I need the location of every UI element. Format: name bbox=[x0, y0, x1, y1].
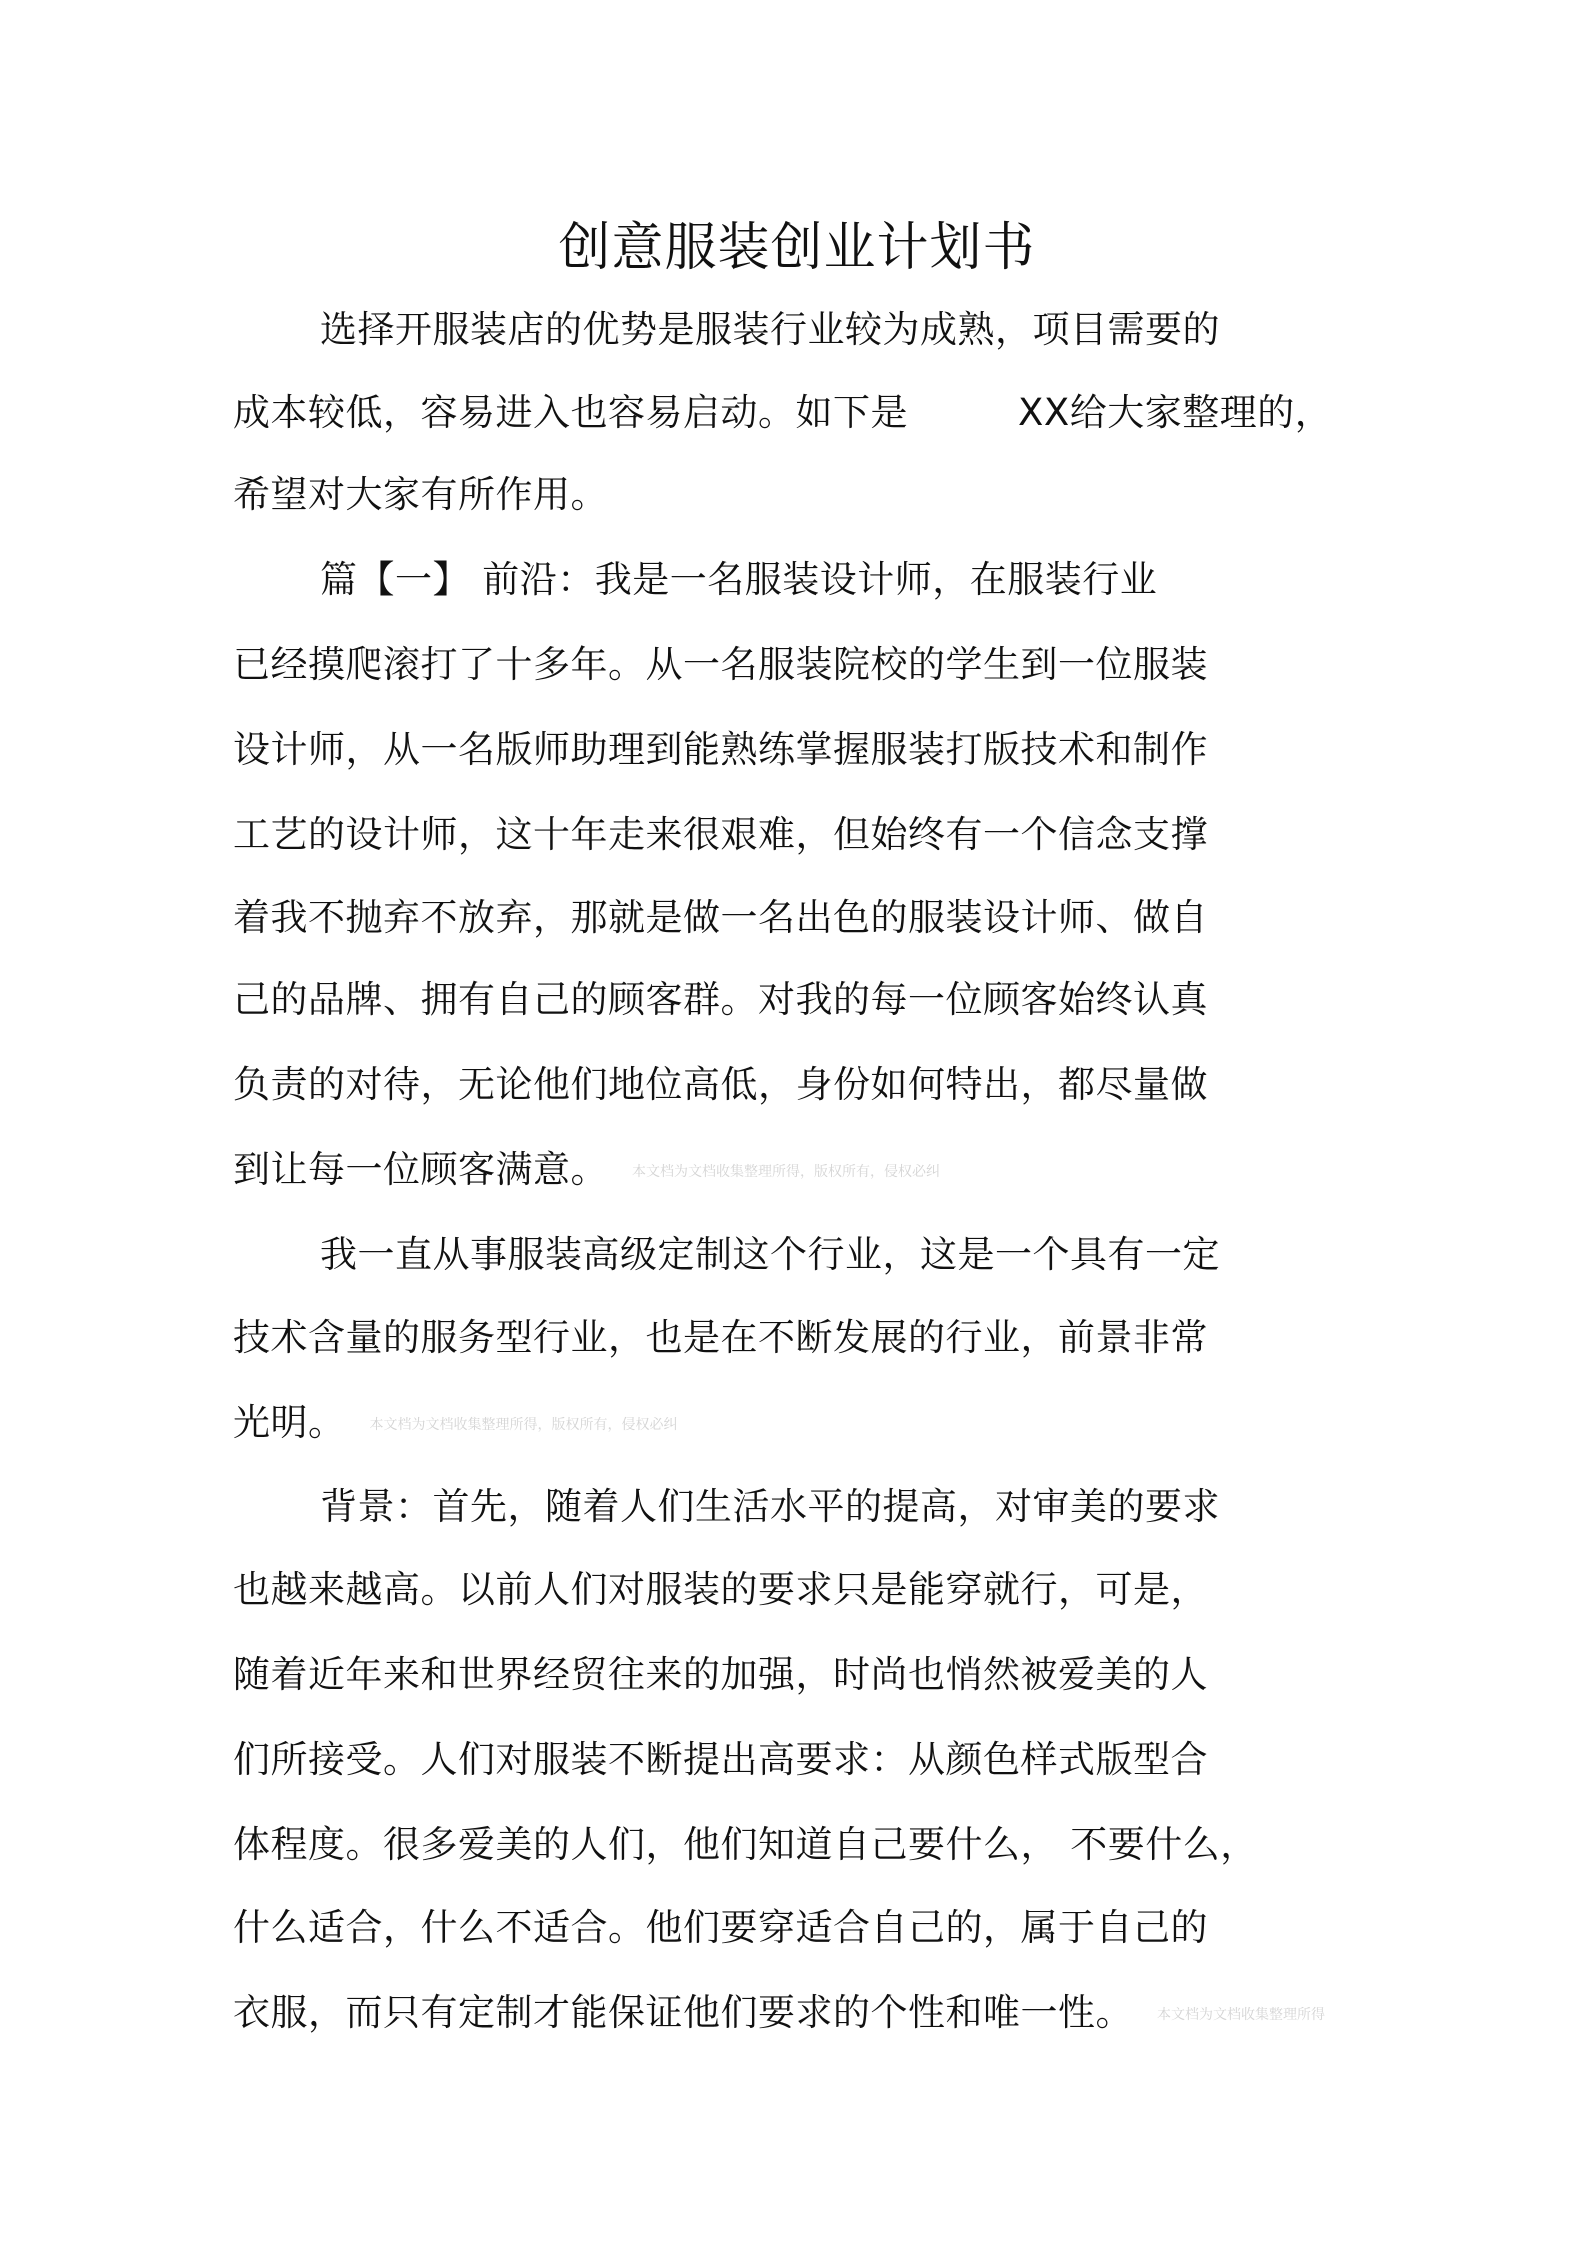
paragraph-text: 成本较低，容易进入也容易启动。如下是 bbox=[233, 391, 908, 434]
paragraph-text: 到让每一位顾客满意。 bbox=[233, 1148, 608, 1191]
paragraph-line: 什么适合，什么不适合。他们要穿适合自己的，属于自己的 bbox=[233, 1906, 1208, 1949]
paragraph-line: 技术含量的服务型行业，也是在不断发展的行业，前景非常 bbox=[233, 1316, 1208, 1359]
paragraph-line: 工艺的设计师，这十年走来很艰难，但始终有一个信念支撑 bbox=[233, 813, 1208, 856]
paragraph-line: 们所接受。人们对服装不断提出高要求：从颜色样式版型合 bbox=[233, 1738, 1208, 1781]
paragraph-line: 也越来越高。以前人们对服装的要求只是能穿就行，可是， bbox=[233, 1568, 1208, 1611]
paragraph-text: XX给大家整理的， bbox=[1018, 391, 1333, 434]
paragraph-line: 体程度。很多爱美的人们，他们知道自己要什么， 不要什么， bbox=[233, 1823, 1258, 1866]
paragraph-line: 设计师，从一名版师助理到能熟练掌握服装打版技术和制作 bbox=[233, 728, 1208, 771]
paragraph-text: 衣服，而只有定制才能保证他们要求的个性和唯一性。 bbox=[233, 1991, 1133, 2034]
paragraph-line bbox=[233, 1398, 678, 1450]
paragraph-line bbox=[233, 1145, 940, 1197]
paragraph-line: 负责的对待，无论他们地位高低，身份如何特出，都尽量做 bbox=[233, 1063, 1208, 1106]
paragraph-line: 希望对大家有所作用。 bbox=[233, 473, 608, 516]
paragraph-line: 已经摸爬滚打了十多年。从一名服装院校的学生到一位服装 bbox=[233, 643, 1208, 686]
paragraph-line: 我一直从事服装高级定制这个行业，这是一个具有一定 bbox=[320, 1233, 1220, 1276]
document-title: 创意服装创业计划书 bbox=[558, 218, 1036, 278]
paragraph-line: 着我不抛弃不放弃，那就是做一名出色的服装设计师、做自 bbox=[233, 896, 1208, 939]
paragraph-line bbox=[233, 388, 1332, 438]
paragraph-text: 光明。 bbox=[233, 1401, 346, 1444]
paragraph-line bbox=[233, 1988, 1325, 2040]
paragraph-line: 背景：首先，随着人们生活水平的提高，对审美的要求 bbox=[320, 1485, 1220, 1528]
watermark-text: 本文档为文档收集整理所得，版权所有，侵权必纠 bbox=[369, 1416, 678, 1433]
paragraph-line: 篇【一】 前沿：我是一名服装设计师，在服装行业 bbox=[320, 558, 1158, 601]
paragraph-line: 己的品牌、拥有自己的顾客群。对我的每一位顾客始终认真 bbox=[233, 978, 1208, 1021]
paragraph-line: 随着近年来和世界经贸往来的加强，时尚也悄然被爱美的人 bbox=[233, 1653, 1208, 1696]
watermark-text: 本文档为文档收集整理所得，版权所有，侵权必纠 bbox=[632, 1163, 940, 1180]
watermark-text: 本文档为文档收集整理所得 bbox=[1157, 2006, 1325, 2023]
paragraph-line: 选择开服装店的优势是服装行业较为成熟，项目需要的 bbox=[320, 308, 1220, 351]
